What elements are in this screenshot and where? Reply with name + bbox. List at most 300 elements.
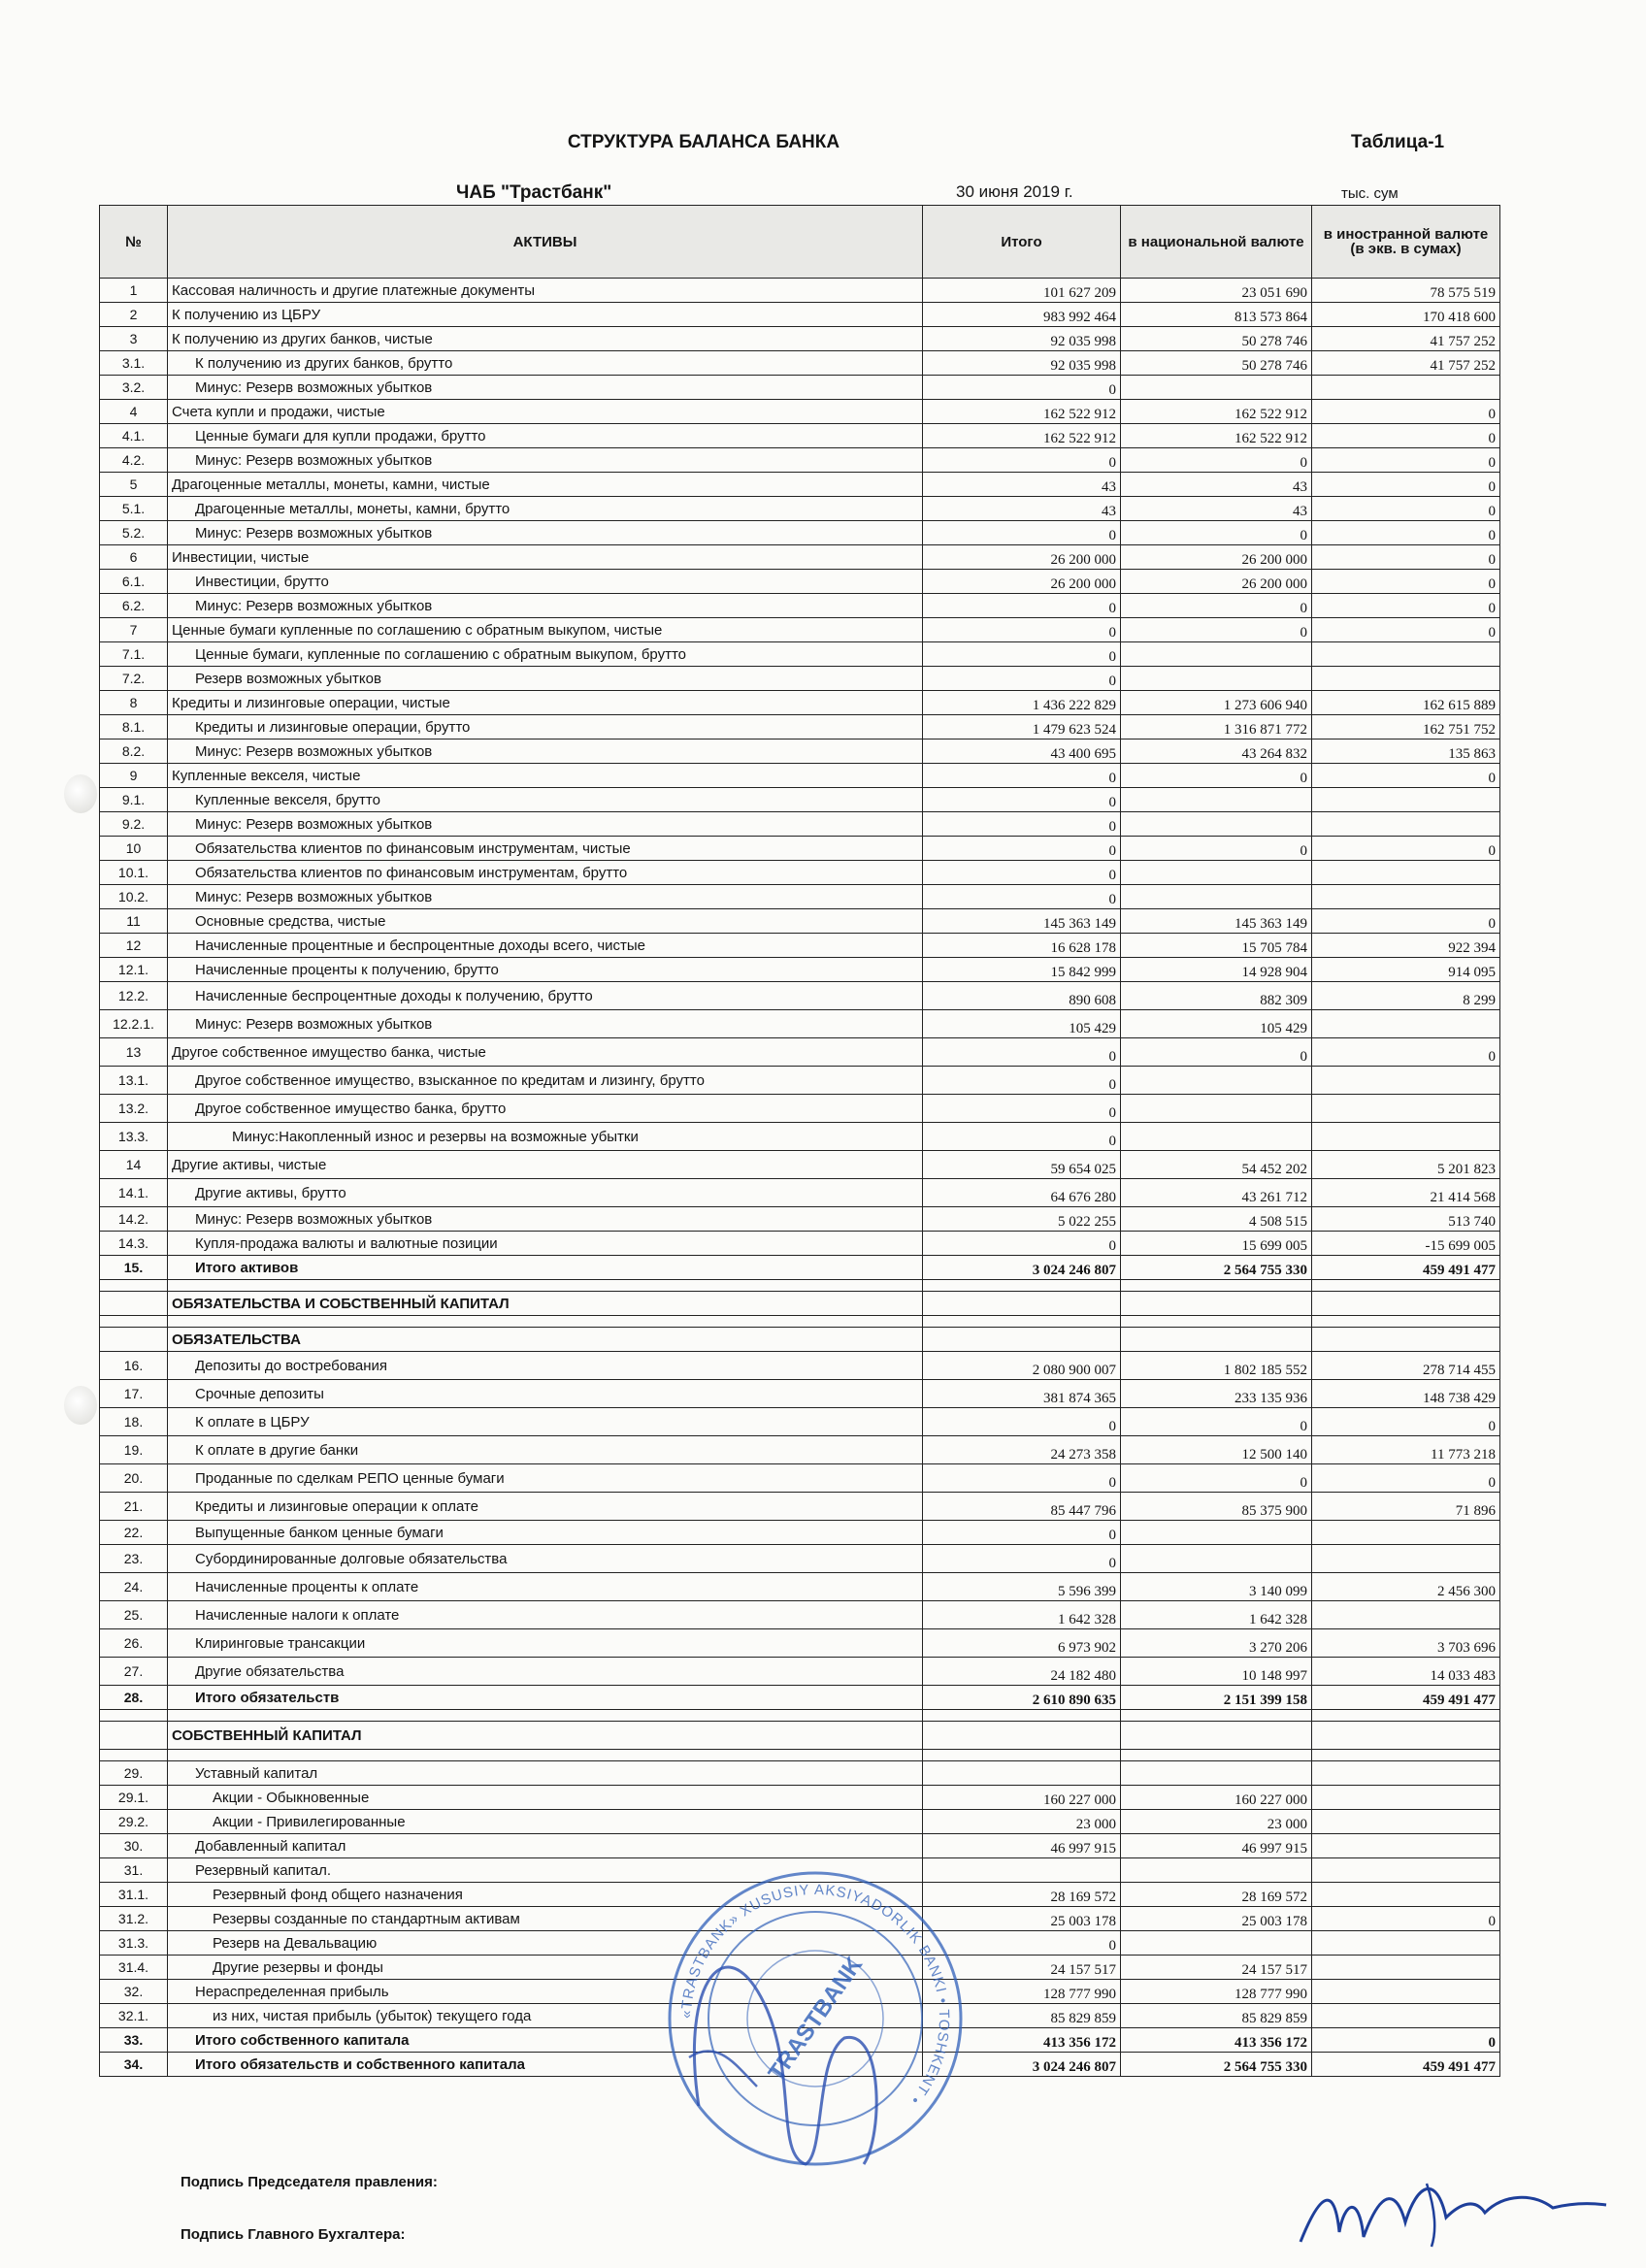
table-row: [100, 351, 1500, 376]
row-number: 17.: [100, 1380, 168, 1408]
row-national: 43: [1121, 473, 1312, 497]
row-national: 1 273 606 940: [1121, 691, 1312, 715]
row-number: 3.2.: [100, 376, 168, 400]
row-number: 11: [100, 909, 168, 934]
row-total: 3 024 246 807: [923, 2053, 1121, 2077]
row-national: 145 363 149: [1121, 909, 1312, 934]
row-foreign: 78 575 519: [1312, 279, 1500, 303]
row-national: 0: [1121, 448, 1312, 473]
row-label: Минус: Резерв возможных убытков: [168, 1207, 923, 1232]
row-number: 9: [100, 764, 168, 788]
row-label: Начисленные проценты к оплате: [168, 1573, 923, 1601]
row-total: 0: [923, 521, 1121, 545]
table-row: [100, 667, 1500, 691]
row-label: Депозиты до востребования: [168, 1352, 923, 1380]
row-foreign: 513 740: [1312, 1207, 1500, 1232]
row-label: Субординированные долговые обязательства: [168, 1545, 923, 1573]
row-total: 3 024 246 807: [923, 1256, 1121, 1280]
row-number: [100, 1280, 168, 1292]
table-row: [100, 570, 1500, 594]
row-total: 0: [923, 1408, 1121, 1436]
row-national: 0: [1121, 618, 1312, 642]
section-row: [100, 1722, 1500, 1750]
row-total: 2 080 900 007: [923, 1352, 1121, 1380]
blank-row: [100, 1316, 1500, 1328]
row-foreign: -15 699 005: [1312, 1232, 1500, 1256]
row-total: 0: [923, 788, 1121, 812]
row-total: 1 479 623 524: [923, 715, 1121, 740]
row-label: Минус: Резерв возможных убытков: [168, 448, 923, 473]
row-total: 16 628 178: [923, 934, 1121, 958]
table-row: [100, 1010, 1500, 1038]
row-foreign: [1312, 1980, 1500, 2004]
row-foreign: [1312, 788, 1500, 812]
row-foreign: 0: [1312, 1464, 1500, 1493]
row-foreign: [1312, 667, 1500, 691]
row-foreign: 2 456 300: [1312, 1573, 1500, 1601]
row-foreign: [1312, 1010, 1500, 1038]
row-total: 0: [923, 1521, 1121, 1545]
row-national: 4 508 515: [1121, 1207, 1312, 1232]
stamp-ring-text: «TRASTBANK» XUSUSIY AKSIYADORLIK BANKI • TOSHKENT •: [677, 1881, 953, 2109]
row-total: 24 273 358: [923, 1436, 1121, 1464]
row-foreign: 21 414 568: [1312, 1179, 1500, 1207]
table-number: Таблица-1: [1351, 132, 1445, 152]
table-row: [100, 545, 1500, 570]
row-foreign: [1312, 1521, 1500, 1545]
report-date: 30 июня 2019 г.: [956, 182, 1073, 201]
row-total: 92 035 998: [923, 351, 1121, 376]
row-foreign: [1312, 1786, 1500, 1810]
row-label: Драгоценные металлы, монеты, камни, брутто: [168, 497, 923, 521]
row-total: 0: [923, 1038, 1121, 1067]
row-label: Минус: Резерв возможных убытков: [168, 521, 923, 545]
row-total: 160 227 000: [923, 1786, 1121, 1810]
row-total: 0: [923, 1931, 1121, 1956]
row-number: 21.: [100, 1493, 168, 1521]
bank-name: ЧАБ "Трастбанк": [456, 182, 612, 203]
row-total: 1 642 328: [923, 1601, 1121, 1629]
table-row: [100, 1232, 1500, 1256]
row-number: 33.: [100, 2028, 168, 2053]
row-number: 13.2.: [100, 1095, 168, 1123]
row-number: 8.1.: [100, 715, 168, 740]
row-total: 85 447 796: [923, 1493, 1121, 1521]
table-header-row: [100, 206, 1500, 279]
row-label: Проданные по сделкам РЕПО ценные бумаги: [168, 1464, 923, 1493]
table-row: [100, 788, 1500, 812]
table-row: [100, 1380, 1500, 1408]
row-number: [100, 1722, 168, 1750]
balance-table: [99, 205, 1500, 2077]
row-total: 0: [923, 1095, 1121, 1123]
row-number: 32.1.: [100, 2004, 168, 2028]
row-label: Выпущенные банком ценные бумаги: [168, 1521, 923, 1545]
row-national: [1121, 1722, 1312, 1750]
row-total: 6 973 902: [923, 1629, 1121, 1658]
table-row: [100, 885, 1500, 909]
row-national: [1121, 642, 1312, 667]
row-foreign: [1312, 2004, 1500, 2028]
row-number: 6: [100, 545, 168, 570]
row-national: 50 278 746: [1121, 327, 1312, 351]
row-total: 25 003 178: [923, 1907, 1121, 1931]
row-national: 0: [1121, 521, 1312, 545]
row-label: Ценные бумаги для купли продажи, брутто: [168, 424, 923, 448]
row-number: 20.: [100, 1464, 168, 1493]
row-label: Акции - Обыкновенные: [168, 1786, 923, 1810]
accountant-signature-label: Подпись Главного Бухгалтера:: [181, 2226, 406, 2243]
row-label: Добавленный капитал: [168, 1834, 923, 1858]
svg-text:«TRASTBANK» XUSUSIY AKSIYADORL: [678, 1882, 952, 2108]
row-foreign: 0: [1312, 521, 1500, 545]
row-label: Уставный капитал: [168, 1761, 923, 1786]
row-label: К получению из ЦБРУ: [168, 303, 923, 327]
row-foreign: 0: [1312, 570, 1500, 594]
chairman-signature-label: Подпись Председателя правления:: [181, 2174, 438, 2190]
row-national: [1121, 1067, 1312, 1095]
table-row: [100, 1834, 1500, 1858]
row-national: 162 522 912: [1121, 400, 1312, 424]
row-label: Резервный фонд общего назначения: [168, 1883, 923, 1907]
row-label: Минус: Резерв возможных убытков: [168, 594, 923, 618]
row-total: 1 436 222 829: [923, 691, 1121, 715]
row-total: 43: [923, 473, 1121, 497]
table-row: [100, 740, 1500, 764]
table-row: [100, 1601, 1500, 1629]
row-label: Минус: Резерв возможных убытков: [168, 1010, 923, 1038]
row-national: 54 452 202: [1121, 1151, 1312, 1179]
row-national: [1121, 1123, 1312, 1151]
row-label: Акции - Привилегированные: [168, 1810, 923, 1834]
row-foreign: 71 896: [1312, 1493, 1500, 1521]
row-national: 233 135 936: [1121, 1380, 1312, 1408]
row-label: Минус: Резерв возможных убытков: [168, 885, 923, 909]
row-foreign: [1312, 1722, 1500, 1750]
table-row: [100, 1521, 1500, 1545]
row-total: 0: [923, 667, 1121, 691]
row-label: [168, 1316, 923, 1328]
row-total: 92 035 998: [923, 327, 1121, 351]
row-label: Другие активы, чистые: [168, 1151, 923, 1179]
row-foreign: [1312, 1095, 1500, 1123]
row-number: 29.2.: [100, 1810, 168, 1834]
row-foreign: [1312, 1750, 1500, 1761]
table-row: [100, 837, 1500, 861]
row-foreign: 162 615 889: [1312, 691, 1500, 715]
row-number: 4.2.: [100, 448, 168, 473]
table-row: [100, 1436, 1500, 1464]
row-label: [168, 1710, 923, 1722]
row-number: 1: [100, 279, 168, 303]
row-label: Клиринговые трансакции: [168, 1629, 923, 1658]
row-total: 0: [923, 618, 1121, 642]
row-total: 46 997 915: [923, 1834, 1121, 1858]
row-national: 12 500 140: [1121, 1436, 1312, 1464]
row-label: Начисленные проценты к получению, брутто: [168, 958, 923, 982]
row-total: 0: [923, 764, 1121, 788]
row-foreign: [1312, 376, 1500, 400]
row-national: 24 157 517: [1121, 1956, 1312, 1980]
row-national: 3 140 099: [1121, 1573, 1312, 1601]
row-label: Кассовая наличность и другие платежные документы: [168, 279, 923, 303]
row-label: Нераспределенная прибыль: [168, 1980, 923, 2004]
row-national: 43 264 832: [1121, 740, 1312, 764]
punch-hole: [64, 1386, 97, 1425]
row-number: 9.1.: [100, 788, 168, 812]
row-label: Счета купли и продажи, чистые: [168, 400, 923, 424]
table-row: [100, 1810, 1500, 1834]
row-total: 0: [923, 812, 1121, 837]
row-label: Итого собственного капитала: [168, 2028, 923, 2053]
col-num-header: №: [100, 206, 168, 279]
row-foreign: 0: [1312, 545, 1500, 570]
row-national: 3 270 206: [1121, 1629, 1312, 1658]
row-number: 28.: [100, 1686, 168, 1710]
row-label: ОБЯЗАТЕЛЬСТВА: [168, 1328, 923, 1352]
table-row: [100, 909, 1500, 934]
row-label: Минус: Резерв возможных убытков: [168, 812, 923, 837]
row-label: Купленные векселя, чистые: [168, 764, 923, 788]
row-label: Кредиты и лизинговые операции к оплате: [168, 1493, 923, 1521]
row-total: 26 200 000: [923, 545, 1121, 570]
row-label: Инвестиции, брутто: [168, 570, 923, 594]
table-row: [100, 812, 1500, 837]
stamp-center-text: TRASTBANK: [763, 1952, 869, 2087]
row-number: 4.1.: [100, 424, 168, 448]
row-national: 1 642 328: [1121, 1601, 1312, 1629]
row-total: 24 157 517: [923, 1956, 1121, 1980]
row-number: 19.: [100, 1436, 168, 1464]
row-total: 0: [923, 642, 1121, 667]
row-total: [923, 1328, 1121, 1352]
row-national: [1121, 885, 1312, 909]
row-foreign: [1312, 1328, 1500, 1352]
row-national: 43 261 712: [1121, 1179, 1312, 1207]
row-foreign: 0: [1312, 837, 1500, 861]
row-number: 31.: [100, 1858, 168, 1883]
row-total: 0: [923, 1545, 1121, 1573]
table-row: [100, 376, 1500, 400]
table-row: [100, 1151, 1500, 1179]
row-total: 381 874 365: [923, 1380, 1121, 1408]
row-total: 24 182 480: [923, 1658, 1121, 1686]
table-row: [100, 1067, 1500, 1095]
row-national: 882 309: [1121, 982, 1312, 1010]
row-national: [1121, 788, 1312, 812]
row-number: 29.: [100, 1761, 168, 1786]
row-number: 23.: [100, 1545, 168, 1573]
row-number: 18.: [100, 1408, 168, 1436]
punch-hole: [64, 774, 97, 813]
row-number: 12.2.: [100, 982, 168, 1010]
row-foreign: 41 757 252: [1312, 327, 1500, 351]
row-label: К получению из других банков, чистые: [168, 327, 923, 351]
row-label: К получению из других банков, брутто: [168, 351, 923, 376]
row-total: [923, 1316, 1121, 1328]
row-number: [100, 1328, 168, 1352]
row-foreign: 41 757 252: [1312, 351, 1500, 376]
row-total: 0: [923, 1232, 1121, 1256]
table-row: [100, 279, 1500, 303]
row-foreign: [1312, 1123, 1500, 1151]
row-total: 0: [923, 861, 1121, 885]
row-total: [923, 1761, 1121, 1786]
row-total: 28 169 572: [923, 1883, 1121, 1907]
table-row: [100, 1573, 1500, 1601]
row-label: К оплате в другие банки: [168, 1436, 923, 1464]
row-foreign: 5 201 823: [1312, 1151, 1500, 1179]
row-label: Другие резервы и фонды: [168, 1956, 923, 1980]
table-row: [100, 473, 1500, 497]
row-total: 43 400 695: [923, 740, 1121, 764]
row-national: 85 375 900: [1121, 1493, 1312, 1521]
row-total: 0: [923, 1067, 1121, 1095]
table-row: [100, 1207, 1500, 1232]
row-number: 12.1.: [100, 958, 168, 982]
blank-row: [100, 1280, 1500, 1292]
row-foreign: 0: [1312, 1408, 1500, 1436]
row-number: 6.1.: [100, 570, 168, 594]
row-total: 0: [923, 1123, 1121, 1151]
table-row: [100, 618, 1500, 642]
row-foreign: [1312, 1292, 1500, 1316]
row-label: Итого обязательств и собственного капитала: [168, 2053, 923, 2077]
row-national: [1121, 376, 1312, 400]
row-number: 30.: [100, 1834, 168, 1858]
row-number: 5.1.: [100, 497, 168, 521]
row-foreign: 8 299: [1312, 982, 1500, 1010]
row-label: Резерв возможных убытков: [168, 667, 923, 691]
table-row: [100, 958, 1500, 982]
table-row: [100, 594, 1500, 618]
row-number: 3: [100, 327, 168, 351]
row-foreign: [1312, 1858, 1500, 1883]
row-national: [1121, 861, 1312, 885]
row-national: 23 000: [1121, 1810, 1312, 1834]
row-total: 23 000: [923, 1810, 1121, 1834]
table-row: [100, 982, 1500, 1010]
row-total: 162 522 912: [923, 400, 1121, 424]
row-national: 1 802 185 552: [1121, 1352, 1312, 1380]
row-number: 22.: [100, 1521, 168, 1545]
table-row: [100, 861, 1500, 885]
row-total: [923, 1750, 1121, 1761]
row-label: [168, 1750, 923, 1761]
row-label: Минус: Резерв возможных убытков: [168, 740, 923, 764]
table-row: [100, 1761, 1500, 1786]
row-label: Кредиты и лизинговые операции, чистые: [168, 691, 923, 715]
row-foreign: [1312, 1601, 1500, 1629]
row-label: из них, чистая прибыль (убыток) текущего года: [168, 2004, 923, 2028]
row-label: Купля-продажа валюты и валютные позиции: [168, 1232, 923, 1256]
row-number: 31.2.: [100, 1907, 168, 1931]
table-row: [100, 1408, 1500, 1436]
row-label: ОБЯЗАТЕЛЬСТВА И СОБСТВЕННЫЙ КАПИТАЛ: [168, 1292, 923, 1316]
row-label: Обязательства клиентов по финансовым инструментам, чистые: [168, 837, 923, 861]
row-foreign: 914 095: [1312, 958, 1500, 982]
table-body: [100, 279, 1500, 2077]
col-assets-header: АКТИВЫ: [168, 206, 923, 279]
row-national: 2 564 755 330: [1121, 2053, 1312, 2077]
blank-row: [100, 1750, 1500, 1761]
row-label: Начисленные беспроцентные доходы к получению, брутто: [168, 982, 923, 1010]
row-number: 3.1.: [100, 351, 168, 376]
row-total: [923, 1280, 1121, 1292]
row-number: 5: [100, 473, 168, 497]
row-label: Купленные векселя, брутто: [168, 788, 923, 812]
row-national: [1121, 1316, 1312, 1328]
table-row: [100, 400, 1500, 424]
table-row: [100, 303, 1500, 327]
row-label: Срочные депозиты: [168, 1380, 923, 1408]
row-national: [1121, 1521, 1312, 1545]
row-label: Начисленные налоги к оплате: [168, 1601, 923, 1629]
table-row: [100, 1464, 1500, 1493]
row-foreign: 0: [1312, 448, 1500, 473]
row-total: 0: [923, 376, 1121, 400]
row-number: 12.2.1.: [100, 1010, 168, 1038]
row-total: 85 829 859: [923, 2004, 1121, 2028]
row-national: 10 148 997: [1121, 1658, 1312, 1686]
row-total: 5 596 399: [923, 1573, 1121, 1601]
row-national: 50 278 746: [1121, 351, 1312, 376]
row-foreign: 0: [1312, 618, 1500, 642]
row-foreign: [1312, 1067, 1500, 1095]
row-number: 26.: [100, 1629, 168, 1658]
table-row: [100, 1629, 1500, 1658]
row-total: 59 654 025: [923, 1151, 1121, 1179]
row-national: 15 705 784: [1121, 934, 1312, 958]
row-label: Другое собственное имущество банка, чистые: [168, 1038, 923, 1067]
row-label: Резерв на Девальвацию: [168, 1931, 923, 1956]
row-number: 10.1.: [100, 861, 168, 885]
row-number: 5.2.: [100, 521, 168, 545]
row-foreign: 0: [1312, 473, 1500, 497]
row-label: К оплате в ЦБРУ: [168, 1408, 923, 1436]
row-foreign: 0: [1312, 594, 1500, 618]
units-label: тыс. сум: [1341, 185, 1399, 202]
row-foreign: [1312, 642, 1500, 667]
row-label: Другие обязательства: [168, 1658, 923, 1686]
table-row: [100, 642, 1500, 667]
row-national: 105 429: [1121, 1010, 1312, 1038]
row-foreign: 11 773 218: [1312, 1436, 1500, 1464]
table-row: [100, 1123, 1500, 1151]
row-foreign: 0: [1312, 424, 1500, 448]
row-foreign: 14 033 483: [1312, 1658, 1500, 1686]
row-foreign: 459 491 477: [1312, 1256, 1500, 1280]
row-number: 9.2.: [100, 812, 168, 837]
table-row: [100, 764, 1500, 788]
row-foreign: 922 394: [1312, 934, 1500, 958]
row-foreign: 0: [1312, 909, 1500, 934]
row-total: 15 842 999: [923, 958, 1121, 982]
row-national: [1121, 1545, 1312, 1573]
row-label: Итого активов: [168, 1256, 923, 1280]
row-number: 25.: [100, 1601, 168, 1629]
table-row: [100, 424, 1500, 448]
row-label: Минус:Накопленный износ и резервы на возможные убытки: [168, 1123, 923, 1151]
row-number: 10: [100, 837, 168, 861]
row-total: 0: [923, 594, 1121, 618]
row-foreign: 459 491 477: [1312, 2053, 1500, 2077]
row-label: [168, 1280, 923, 1292]
row-number: 13.3.: [100, 1123, 168, 1151]
row-foreign: 0: [1312, 764, 1500, 788]
row-foreign: [1312, 1956, 1500, 1980]
row-total: 413 356 172: [923, 2028, 1121, 2053]
